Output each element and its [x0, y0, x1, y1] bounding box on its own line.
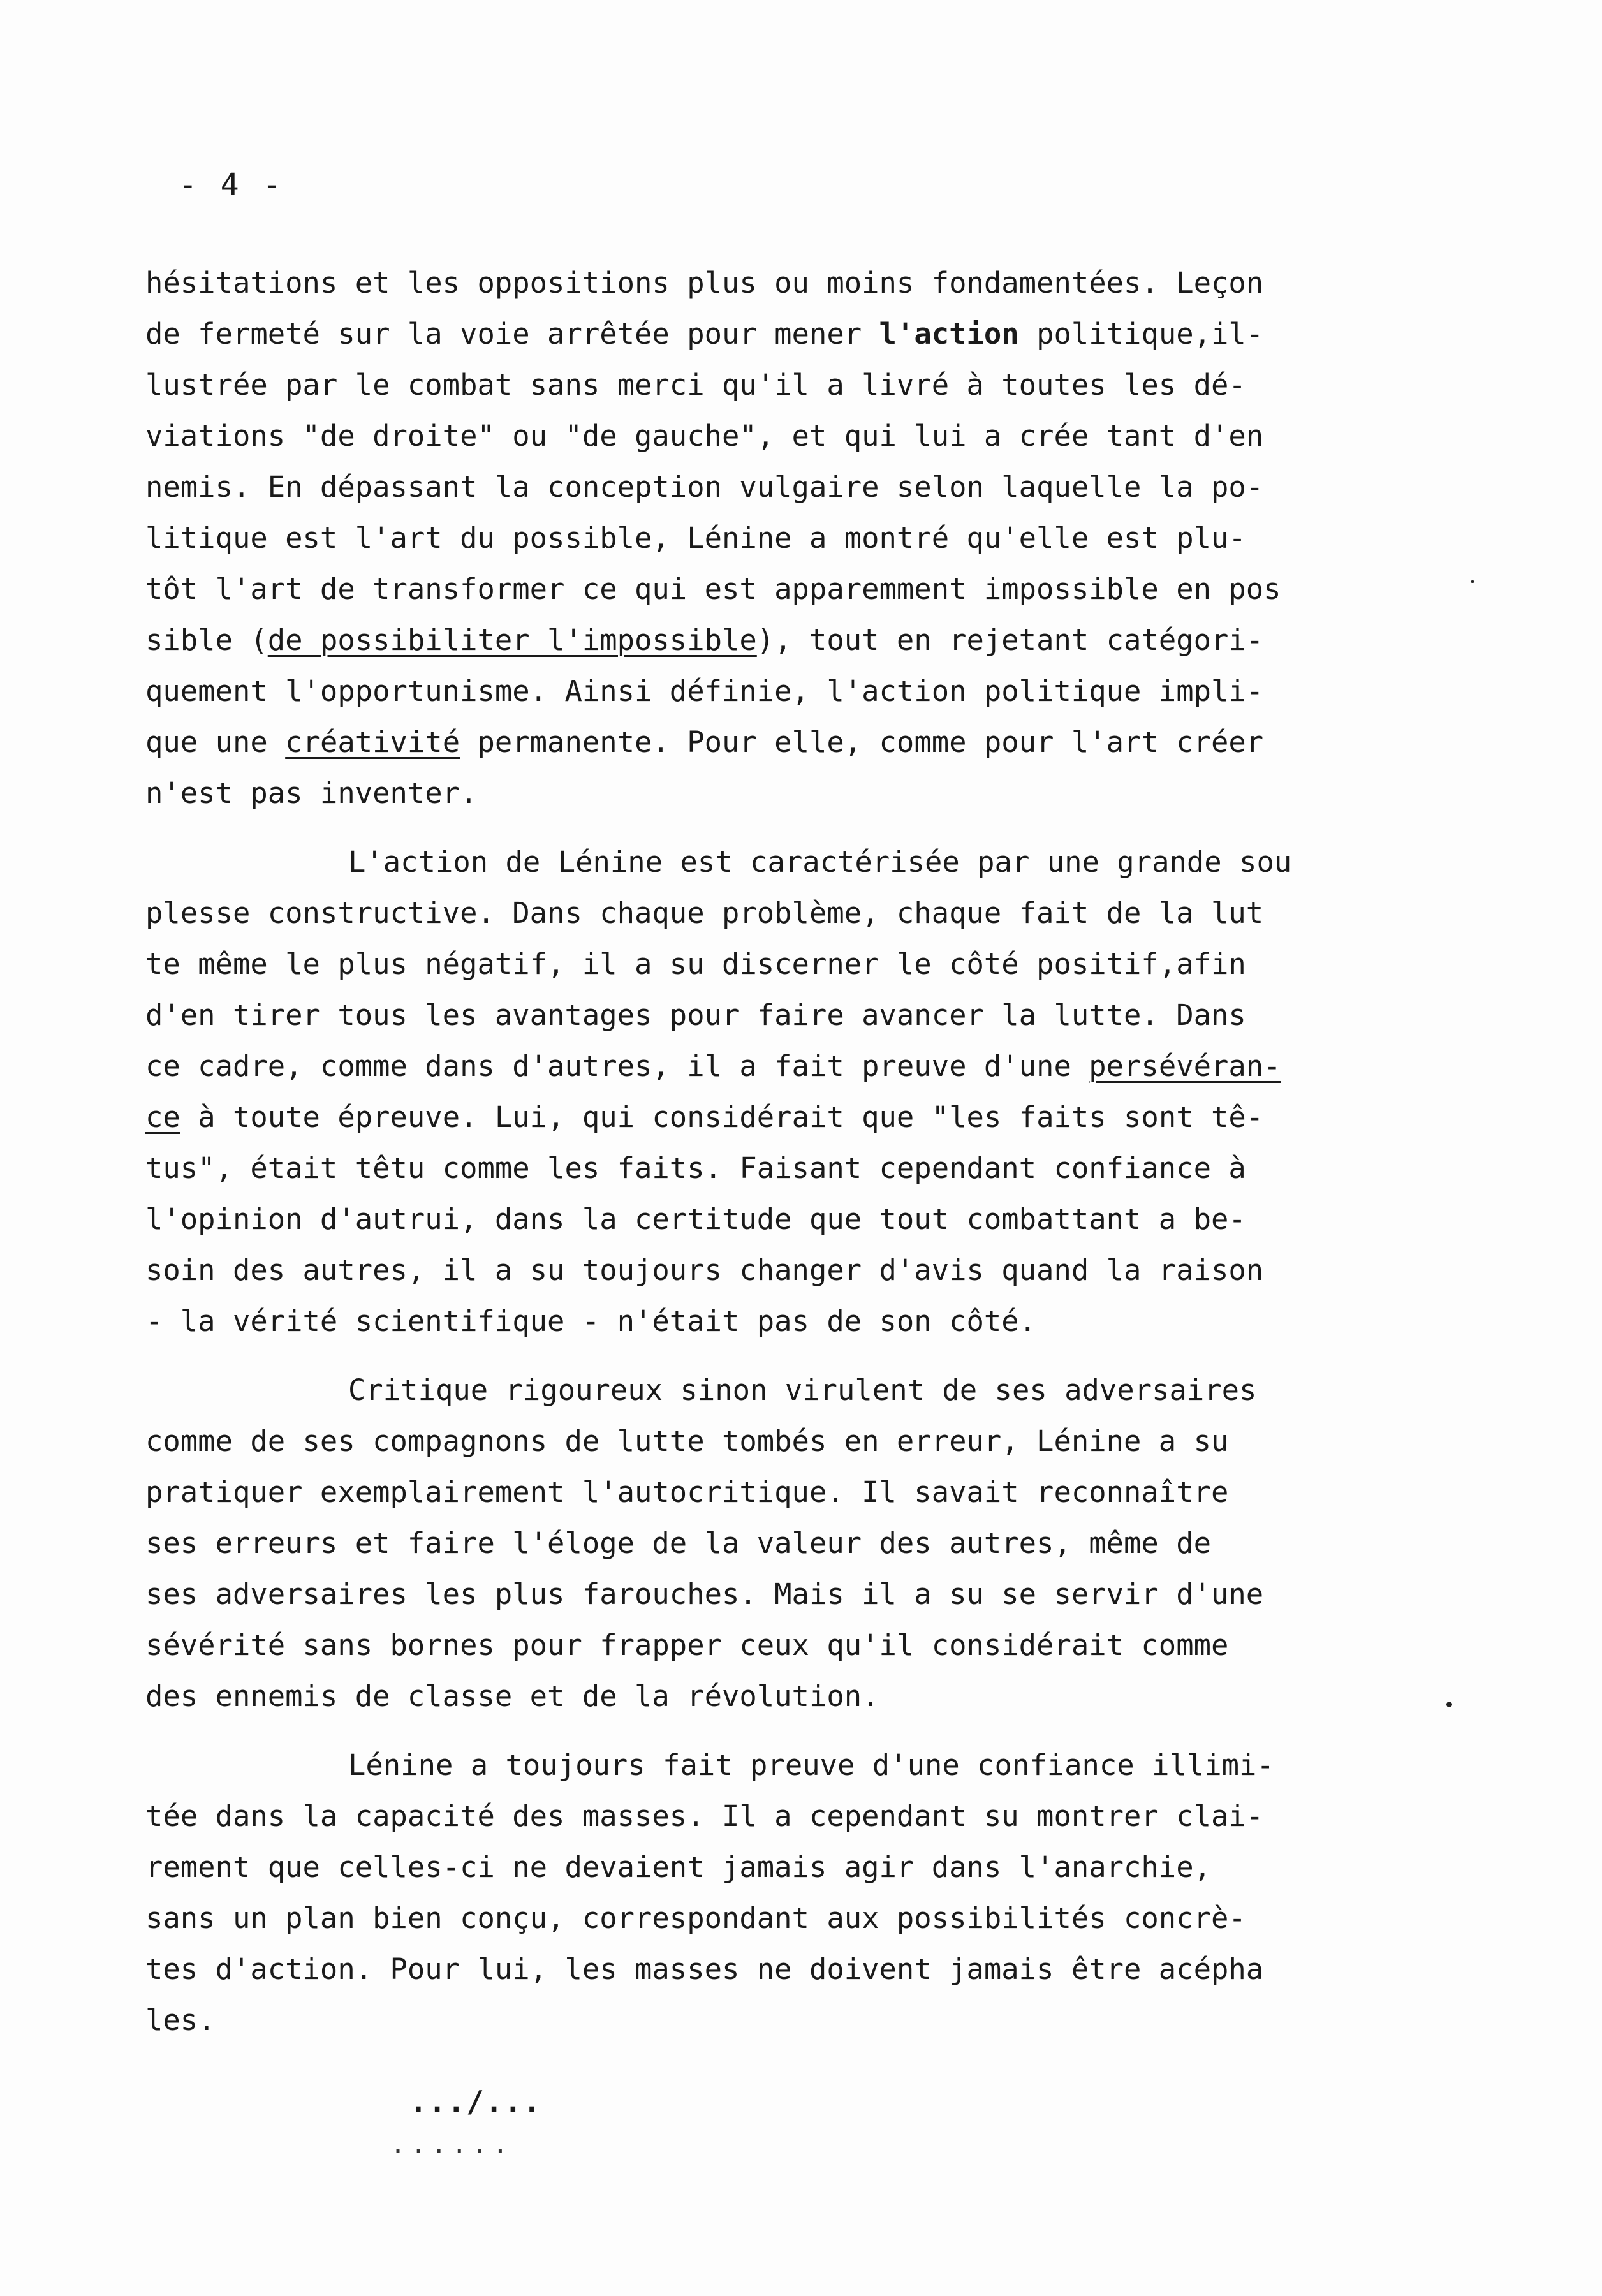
text-segment: l'opinion d'autrui, dans la certitude que tout combattant a be-: [145, 1202, 1246, 1236]
text-line: [145, 564, 1376, 615]
text-line: [145, 1620, 1376, 1671]
text-segment: tée dans la capacité des masses. Il a cependant su montrer clai-: [145, 1799, 1264, 1833]
paragraph-gap: [145, 1347, 1376, 1365]
body-text: [145, 258, 1376, 2046]
text-segment: des ennemis de classe et de la révolution.: [145, 1679, 879, 1713]
text-segment: rement que celles-ci ne devaient jamais agir dans l'anarchie,: [145, 1850, 1211, 1884]
text-segment: quement l'opportunisme. Ainsi définie, l'action politique impli-: [145, 674, 1264, 708]
ink-speck: [1446, 1702, 1452, 1707]
text-segment: pratiquer exemplairement l'autocritique. Il savait reconnaître: [145, 1475, 1229, 1509]
text-line: [145, 1518, 1376, 1569]
text-line: [145, 1467, 1376, 1518]
text-line: [145, 258, 1376, 309]
text-segment: Critique rigoureux sinon virulent de ses adversaires: [348, 1373, 1257, 1407]
text-line: [145, 1194, 1376, 1245]
text-line: [145, 1791, 1376, 1842]
text-segment: politique,il-: [1018, 317, 1264, 351]
text-segment: L'action de Lénine est caractérisée par une grande sou: [348, 845, 1292, 879]
text-line: [145, 1569, 1376, 1620]
text-segment: sans un plan bien conçu, correspondant aux possibilités concrè-: [145, 1901, 1246, 1935]
continuation-marker: .../...: [409, 2084, 542, 2119]
text-segment: Lénine a toujours fait preuve d'une confiance illimi-: [348, 1748, 1274, 1782]
text-line: [145, 1365, 1376, 1416]
text-line: [145, 309, 1376, 360]
text-line: [145, 1995, 1376, 2046]
text-segment: plesse constructive. Dans chaque problème, chaque fait de la lut: [145, 896, 1264, 930]
text-line: [145, 837, 1376, 888]
paragraph: [145, 1365, 1376, 1722]
text-segment: de fermeté sur la voie arrêtée pour mener: [145, 317, 879, 351]
text-segment: nemis. En dépassant la conception vulgaire selon laquelle la po-: [145, 470, 1264, 504]
text-line: [145, 939, 1376, 990]
text-segment: litique est l'art du possible, Lénine a montré qu'elle est plu-: [145, 521, 1246, 555]
paragraph: [145, 1740, 1376, 2046]
text-segment: ce cadre, comme dans d'autres, il a fait preuve d'une: [145, 1049, 1089, 1083]
text-segment: ses adversaires les plus farouches. Mais il a su se servir d'une: [145, 1577, 1264, 1611]
paragraph: [145, 258, 1376, 819]
text-line: [145, 666, 1376, 717]
text-segment: viations "de droite" ou "de gauche", et qui lui a crée tant d'en: [145, 419, 1264, 453]
page-number: - 4 -: [179, 167, 284, 203]
text-segment: comme de ses compagnons de lutte tombés en erreur, Lénine a su: [145, 1424, 1229, 1458]
paragraph: [145, 837, 1376, 1347]
text-segment: ), tout en rejetant catégori-: [756, 623, 1264, 657]
text-segment: les.: [145, 2003, 216, 2037]
text-segment: tôt l'art de transformer ce qui est apparemment impossible en pos: [145, 572, 1281, 606]
text-line: [145, 1416, 1376, 1467]
text-line: [145, 360, 1376, 411]
text-line: [145, 1245, 1376, 1296]
text-segment: tus", était têtu comme les faits. Faisant cependant confiance à: [145, 1151, 1246, 1185]
text-segment: tes d'action. Pour lui, les masses ne doivent jamais être acépha: [145, 1952, 1264, 1986]
underlined-text: créativité: [285, 725, 460, 759]
text-segment: n'est pas inventer.: [145, 776, 478, 810]
text-segment: que une: [145, 725, 286, 759]
ink-speck: [1471, 580, 1474, 583]
text-line: [145, 1893, 1376, 1944]
paragraph-gap: [145, 1722, 1376, 1740]
text-segment: soin des autres, il a su toujours changer d'avis quand la raison: [145, 1253, 1264, 1287]
text-segment: hésitations et les oppositions plus ou moins fondamentées. Leçon: [145, 266, 1264, 300]
text-line: [145, 717, 1376, 768]
text-segment: permanente. Pour elle, comme pour l'art créer: [460, 725, 1264, 759]
text-segment: te même le plus négatif, il a su discerner le côté positif,afin: [145, 947, 1246, 981]
text-line: [145, 768, 1376, 819]
text-line: [145, 462, 1376, 513]
text-segment: d'en tirer tous les avantages pour faire avancer la lutte. Dans: [145, 998, 1246, 1032]
text-line: [145, 1296, 1376, 1347]
text-line: [145, 1944, 1376, 1995]
paragraph-gap: [145, 819, 1376, 837]
text-line: [145, 513, 1376, 564]
bold-text: l'action: [879, 317, 1019, 351]
underlined-text: persévéran-: [1089, 1049, 1281, 1083]
text-line: [145, 1092, 1376, 1143]
text-line: [145, 990, 1376, 1041]
underlined-text: ce: [145, 1100, 180, 1134]
text-line: [145, 1671, 1376, 1722]
text-segment: sévérité sans bornes pour frapper ceux qu'il considérait comme: [145, 1628, 1229, 1662]
text-line: [145, 1740, 1376, 1791]
underlined-text: de possibiliter l'impossible: [267, 623, 757, 657]
text-line: [145, 615, 1376, 666]
text-segment: - la vérité scientifique - n'était pas de son côté.: [145, 1304, 1037, 1338]
text-line: [145, 1842, 1376, 1893]
text-segment: ses erreurs et faire l'éloge de la valeur des autres, même de: [145, 1526, 1211, 1560]
text-line: [145, 411, 1376, 462]
text-line: [145, 888, 1376, 939]
text-segment: sible (: [145, 623, 268, 657]
text-line: [145, 1041, 1376, 1092]
text-segment: lustrée par le combat sans merci qu'il a livré à toutes les dé-: [145, 368, 1246, 402]
text-segment: à toute épreuve. Lui, qui considérait que "les faits sont tê-: [180, 1100, 1264, 1134]
text-line: [145, 1143, 1376, 1194]
dotted-line: ......: [390, 2130, 513, 2160]
